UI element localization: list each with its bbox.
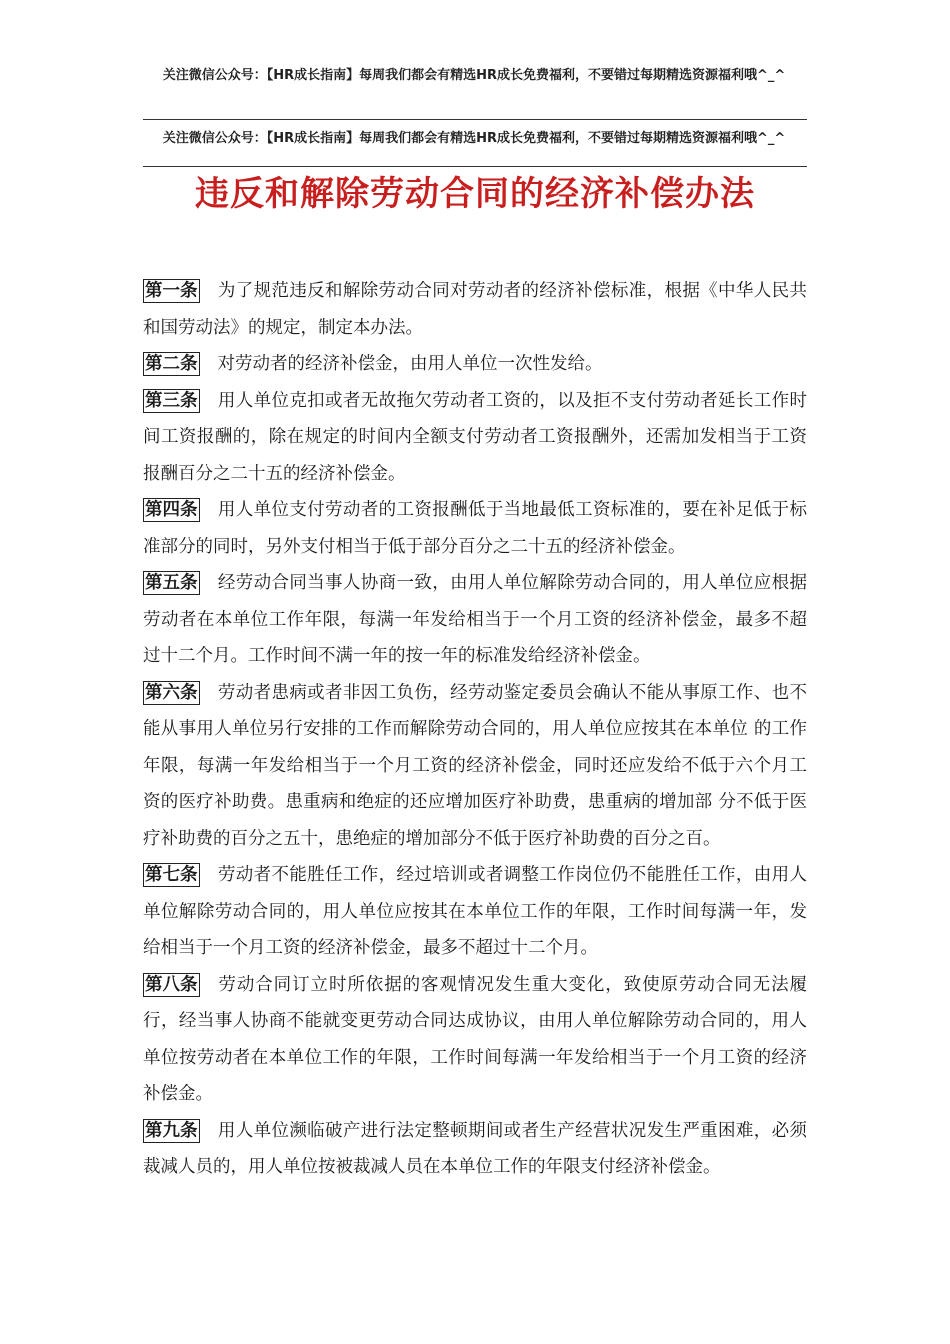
article-4 bbox=[143, 492, 807, 565]
article-text: 用人单位支付劳动者的工资报酬低于当地最低工资标准的，要在补足低于标准部分的同时，另外支付相当于低于部分百分之二十五的经济补偿金。 bbox=[143, 500, 807, 557]
article-text: 用人单位克扣或者无故拖欠劳动者工资的，以及拒不支付劳动者延长工作时间工资报酬的，除在规定的时间内全额支付劳动者工资报酬外，还需加发相当于工资报酬百分之二十五的经济补偿金。 bbox=[143, 390, 807, 484]
article-text: 劳动者不能胜任工作，经过培训或者调整工作岗位仍不能胜任工作，由用人单位解除劳动合同的，用人单位应按其在本单位工作的年限，工作时间每满一年，发给相当于一个月工资的经济补偿金，最多不超过十二个月。 bbox=[143, 865, 807, 958]
article-text: 劳动者患病或者非因工负伤，经劳动鉴定委员会确认不能从事原工作、也不能从事用人单位另行安排的工作而解除劳动合同的，用人单位应按其在本单位 的工作年限，每满一年发给相当于一个月工资的经济补偿金，同时还应发给不低于六个月工资的医疗补助费。患重病和绝症的还应增加医疗补助费，患重病的增加部 分不低于医疗补助费的百分之五十，患绝症的增加部分不低于医疗补助费的百分之百。 bbox=[143, 682, 807, 849]
document-body bbox=[143, 273, 807, 1186]
header-note: 关注微信公众号：【HR成长指南】每周我们都会有精选HR成长免费福利，不要错过每期精选资源福利哦^_^ bbox=[162, 68, 786, 83]
article-1 bbox=[143, 273, 807, 346]
article-text: 对劳动者的经济补偿金，由用人单位一次性发给。 bbox=[217, 354, 603, 374]
article-label: 第六条 bbox=[145, 682, 198, 703]
article-label: 第八条 bbox=[145, 974, 198, 995]
header-divider bbox=[143, 166, 807, 167]
article-6 bbox=[143, 675, 807, 858]
article-5 bbox=[143, 565, 807, 675]
article-9 bbox=[143, 1113, 807, 1186]
article-7 bbox=[143, 857, 807, 967]
article-label: 第三条 bbox=[145, 390, 198, 411]
article-text: 经劳动合同当事人协商一致，由用人单位解除劳动合同的，用人单位应根据劳动者在本单位工作年限，每满一年发给相当于一个月工资的经济补偿金，最多不超过十二个月。工作时间不满一年的按一年的标准发给经济补偿金。 bbox=[143, 573, 807, 666]
article-label: 第一条 bbox=[145, 281, 198, 301]
article-label: 第二条 bbox=[145, 354, 198, 374]
article-label: 第九条 bbox=[145, 1120, 198, 1141]
article-8 bbox=[143, 967, 807, 1113]
article-3 bbox=[143, 383, 807, 493]
article-label: 第五条 bbox=[145, 573, 198, 593]
header-note-repeat: 关注微信公众号：【HR成长指南】每周我们都会有精选HR成长免费福利，不要错过每期精选资源福利哦^_^ bbox=[162, 131, 786, 146]
article-label: 第七条 bbox=[145, 865, 198, 885]
article-text: 用人单位濒临破产进行法定整顿期间或者生产经营状况发生严重困难，必须裁减人员的，用人单位按被裁减人员在本单位工作的年限支付经济补偿金。 bbox=[143, 1120, 807, 1177]
article-2 bbox=[143, 346, 807, 383]
article-text: 为了规范违反和解除劳动合同对劳动者的经济补偿标准，根据《中华人民共和国劳动法》的规定，制定本办法。 bbox=[143, 281, 807, 338]
header-divider bbox=[143, 119, 807, 120]
article-text: 劳动合同订立时所依据的客观情况发生重大变化，致使原劳动合同无法履行，经当事人协商不能就变更劳动合同达成协议，由用人单位解除劳动合同的，用人单位按劳动者在本单位工作的年限，工作时间每满一年发给相当于一个月工资的经济补偿金。 bbox=[143, 974, 807, 1104]
document-title: 违反和解除劳动合同的经济补偿办法 bbox=[195, 174, 755, 214]
article-label: 第四条 bbox=[145, 500, 198, 520]
